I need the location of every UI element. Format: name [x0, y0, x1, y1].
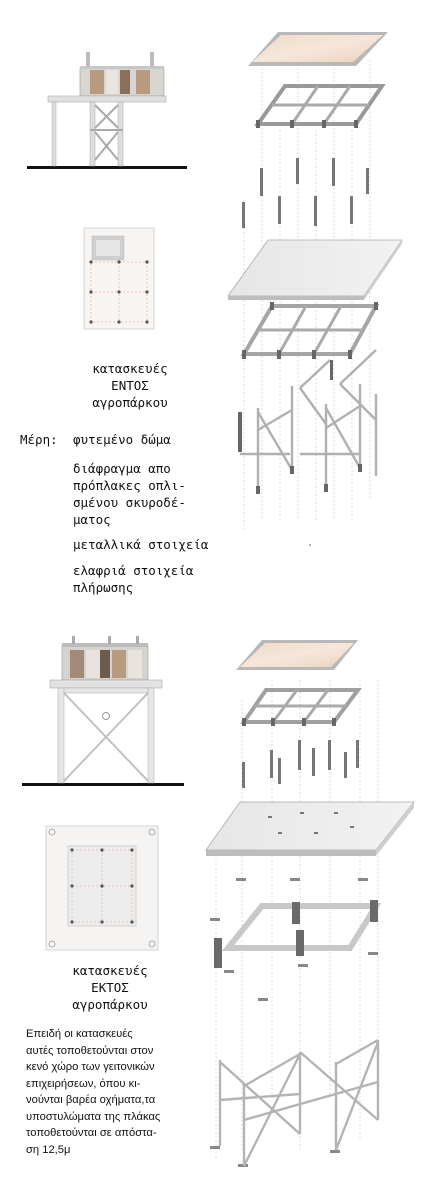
- outside-title-line: αγροπάρκου: [72, 997, 148, 1012]
- inside-title-line: αγροπάρκου: [92, 395, 168, 410]
- description-line: νούνται βαρέα οχήματα,τα: [26, 1094, 156, 1106]
- part-item-line: πλήρωσης: [73, 580, 134, 595]
- description-line: ση 12,5μ: [26, 1143, 71, 1156]
- outside-description: [26, 1026, 196, 1158]
- outside-title: [40, 962, 180, 1013]
- parts-label: Μέρη:: [20, 432, 58, 447]
- part-item-line: πρόπλακες οπλι-: [73, 478, 186, 493]
- exploded-axonometric-inside: [228, 32, 402, 546]
- elevation-inside: [27, 52, 187, 169]
- part-item-line: ματος: [73, 512, 111, 527]
- inside-title-line: κατασκευές: [92, 361, 168, 376]
- part-item-line: σμένου σκυροδέ-: [73, 495, 186, 510]
- inside-title: [60, 360, 200, 411]
- outside-title-line: κατασκευές: [72, 963, 148, 978]
- exploded-axonometric-outside: [206, 640, 414, 1167]
- part-item-line: ελαφριά στοιχεία: [73, 563, 194, 578]
- description-line: επιχειρήσεων, όπου κι-: [26, 1077, 141, 1090]
- part-item-line: μεταλλικά στοιχεία: [73, 537, 209, 552]
- part-item: [73, 431, 171, 448]
- description-line: υποστυλώματα της πλάκας: [26, 1110, 161, 1123]
- description-line: κενό χώρο των γειτονικών: [26, 1061, 155, 1073]
- outside-title-line: ΕΚΤΟΣ: [91, 980, 129, 995]
- plan-inside: [84, 228, 154, 329]
- part-item: [73, 536, 208, 553]
- description-line: τοποθετούνται σε απόστα-: [26, 1127, 157, 1139]
- part-item: [73, 460, 186, 528]
- inside-title-line: ΕΝΤΟΣ: [111, 378, 149, 393]
- part-item-line: φυτεμένο δώμα: [73, 432, 171, 447]
- elevation-outside: [22, 636, 184, 786]
- part-item: [73, 562, 193, 596]
- part-item-line: διάφραγμα απο: [73, 461, 171, 476]
- description-line: Επειδή οι κατασκευές: [26, 1028, 133, 1040]
- plan-outside: [46, 826, 158, 950]
- description-line: αυτές τοποθετούνται στον: [26, 1044, 154, 1057]
